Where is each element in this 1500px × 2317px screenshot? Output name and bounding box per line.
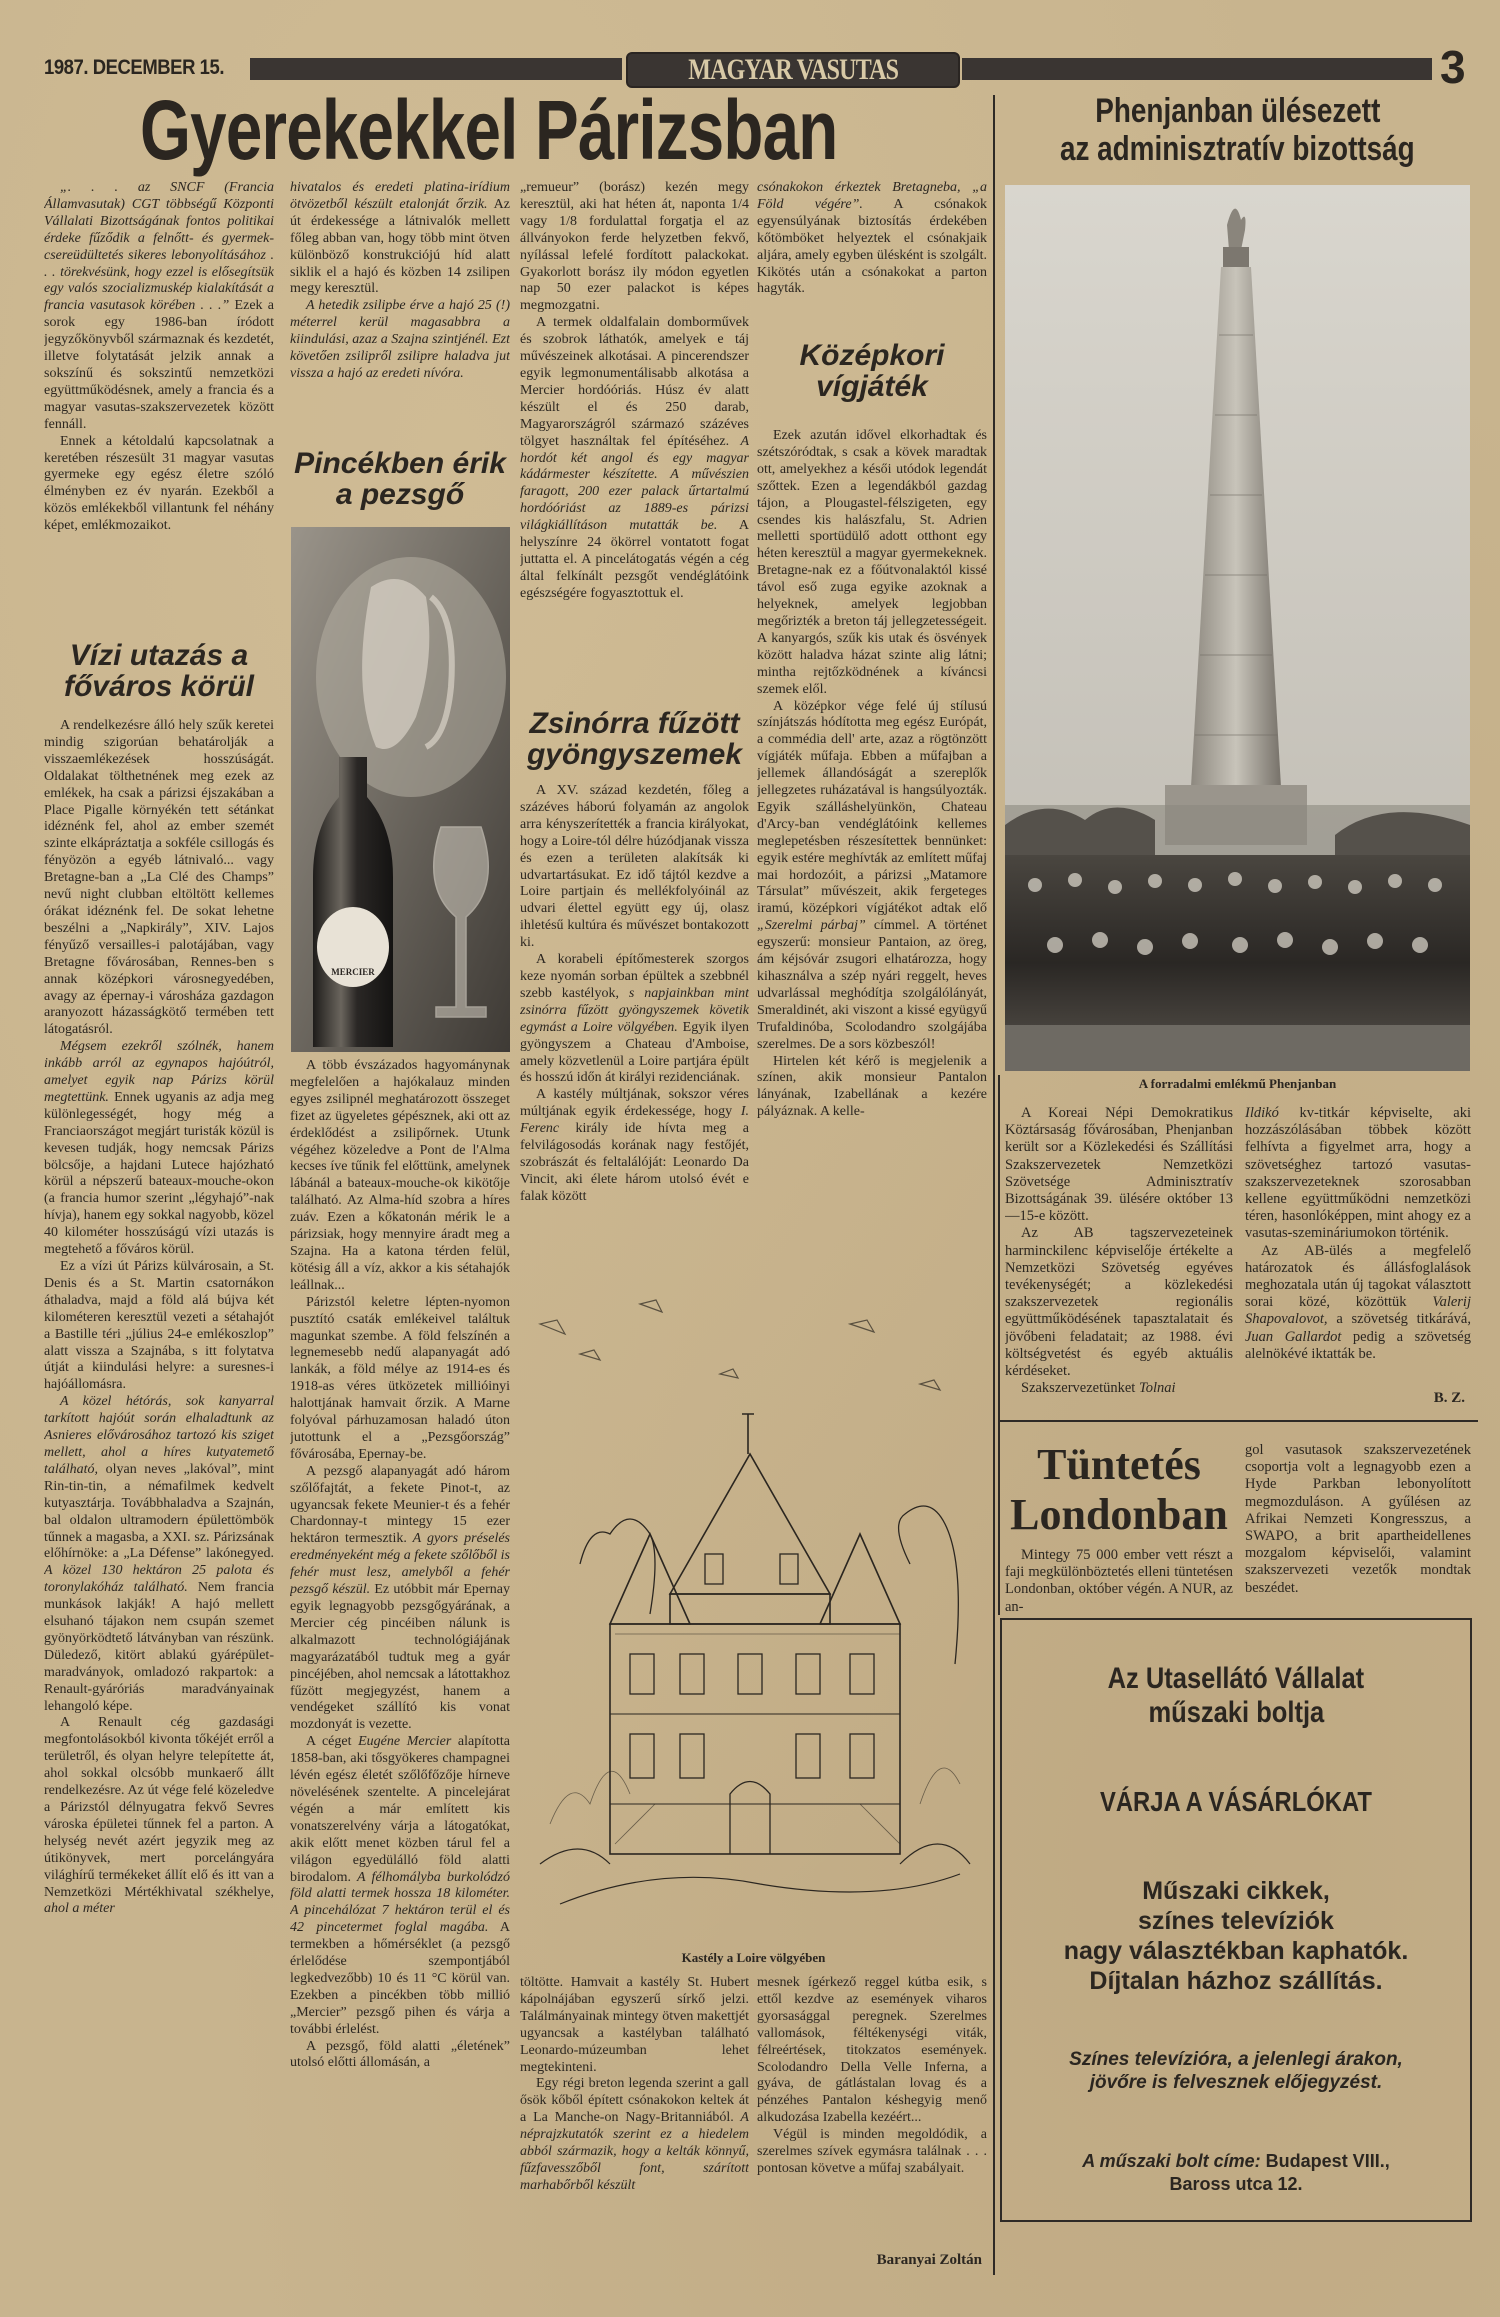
paragraph [757, 1054, 987, 1122]
castle-drawing [520, 1264, 987, 1944]
ad-offer [1002, 1876, 1470, 1996]
text: pedig a szövetség alelnökévé iktatták be. [1245, 1328, 1471, 1362]
paragraph [1005, 1547, 1233, 1616]
column-divider [993, 95, 995, 2275]
paragraph [757, 2127, 987, 2178]
text: A termekben a hőmérséklet (a pezsgő érlelődése szempontjából legkedvezőbb) 10 és 11 °C körül van. Ezekben a pincékben több millió „Mercier” pezsgő pihen és várja a további érlelést. [290, 1920, 510, 2037]
text: Ezek azután idővel elkorhadtak és szétszóródtak, s csak a kövek maradtak ott, amelyekhez a késői utódok legendát szőttek. Ezen a legendákból gazdag tájon, a Plougastel-félszigeten, egy csendes kis halászfalu, St. Adrien melletti sportüdülő adott otthont egy héten keresztül a magyar gyermekeknek. Bretagne-nak ez a főútvonalaktól kissé távol eső zuga egyike azoknak a helyeknek, amelyek legjobban megőrizték a breton táj jellegzetességeit. A kanyargós, szűk kis utak és ösvények között haladva házat szinte alig látni; mintha rejtőzködnének a kíváncsi szemek elől. [757, 428, 987, 697]
title-line: Tüntetés [1037, 1440, 1201, 1489]
italic-text: s napjainkban mint zsinórra fűzött gyöngyszemek követik egymást a Loire völgyében. [520, 985, 749, 1035]
text: kv-titkár képviselte, aki hozzászólásában többek között felhívta a figyelmet arra, hogy a szövetséghez tartozó vasutas-szakszervezeteknek szorosabban kellene együttműködni nemzetközi téren, hasonlóképpen, mint ahogy ez a vasutas-szemináriumokon történik. [1245, 1105, 1471, 1242]
header-rule [250, 58, 622, 80]
text: mesnek ígérkező reggel kútba esik, s ettől kezdve az események viharos gyorsasággal peregnek. Szerelmes vallomások, féltékenységi viták, félreértések, titokzatos események. Scolodandro Della Velle Inferna, a gyáva, de gátlástalan lovag és a pénzéhes Pantalon késhegyig menő alkudozása Izabella kezéért... [757, 1975, 987, 2126]
masthead-text: MAGYAR VASUTAS [688, 53, 898, 86]
paragraph [290, 298, 510, 383]
paragraph [1005, 1380, 1233, 1397]
text: A középkor vége felé új stílusú színjátszás hódította meg egész Európát, a commédia dell' arte, azaz a rögtönzött vígjáték műfaja. Ebben a műfajban a jellemek állandóságát a szereplők jellegzetes ruházatával is hangsúlyozták. Egyik szálláshelyünkön, Chateau d'Arcy-ban vendéglátóink kellemes meglepetésben részesítettek bennünket: egyik estére meghívták az említett műfaj mai hordozóit, a párizsi „Matamore Társulat” művészeit, akik fergeteges iramú, középkori vígjátékot adtak elő [757, 698, 987, 917]
paragraph [520, 180, 749, 315]
paragraph [44, 434, 274, 535]
text: Hirtelen két kérő is megjelenik a színen, akik monsieur Pantalon lányának, Izabellának a kezére pályáznak. A kelle- [757, 1053, 987, 1120]
italic-text: I. Ferenc [520, 1104, 749, 1137]
text: gol vasutasok szakszervezetének csoportja volt a legnagyobb ezen a Hyde Parkban lebonyolított megmozduláson. A gyűlésen az Afrikai Nemzeti Kongresszus, a SWAPO, a brit apartheidellenes mozgalom képviselői, valamint szakszervezeti vezetők mondtak beszédet. [1245, 1442, 1471, 1596]
text: Ez a vízi út Párizs külvárosain, a St. Denis és a St. Martin csatornákon áthaladva, majd a föld alá bújva két kilométeren keresztül vezeti a sétahajót a Bastille téri „július 24-e emlékoszlop” alatt vissza a Szajnába, s itt folytatva útját a kiindulási helyre: a suresnes-i hajóállomásra. [44, 1259, 274, 1393]
subheading: Vízi utazás a főváros körül [63, 639, 255, 703]
paragraph [290, 1058, 510, 1295]
text: A pezsgő alapanyagát adó három szőlőfajtát, a fekete Pinot-t, az ugyancsak fekete Meunier-t és a fehér Chardonnay-t mintegy 15 ezer hektáron termesztik. [290, 1463, 510, 1547]
ad-title [1002, 1662, 1470, 1730]
header-rule [962, 58, 1432, 80]
issue-date: 1987. DECEMBER 15. [44, 56, 225, 79]
text: király ide hívta meg a felvilágosodás korának nagy festőjét, szobrászát és feltalálóját: Leonardo Da Vincit, aki élete három utolsó évét e falak között [520, 1121, 749, 1204]
italic-text: Valerij Shapovalovot, [1245, 1294, 1471, 1328]
italic-text: Ildikó [1245, 1105, 1279, 1121]
text: Mintegy 75 000 ember vett részt a faji megkülönböztetés elleni tüntetésen Londonban, október végén. A NUR, az an- [1005, 1547, 1233, 1615]
paragraph [1245, 1243, 1471, 1363]
london-column [1005, 1547, 1233, 1622]
text: alapította 1858-ban, aki tősgyökeres champagnei lévén egész életét szőlőfőzője hírneve növelésének szentelte. A pincelejárat végén a már említett kis vonatszerelvény várja a látogatókat, akik előtt menet közben tárul fel a világon egyedülálló föld alatti birodalom. [290, 1734, 510, 1885]
ad-offer-line: színes televíziók [1138, 1907, 1334, 1935]
text: töltötte. Hamvait a kastély St. Hubert kápolnájában egyszerű sírkő jelzi. Találmányainak mintegy ötven makettjét ugyancsak a kastélyban található Leonardo-múzeumban lehet megtekinteni. [520, 1975, 749, 2075]
title-line: az adminisztratív bizottság [1060, 130, 1415, 168]
phenjan-column [1005, 1105, 1233, 1405]
text: A kastély múltjának, sokszor véres múltjának egyik érdekessége, hogy [520, 1087, 749, 1120]
paragraph [290, 2039, 510, 2073]
italic-text: csónakokon érkeztek Bretagneba, „a Föld végére”. [757, 180, 987, 212]
text: „remueur” (borász) kezén megy keresztül, aki hat héten át, naponta 1/4 vagy 1/8 fordulattal forgatja el az állványokon ferde helyzetben fekvő, nyílással lefelé fordított palackokat. Gyakorlott borász ily módon egyetlen nap 50 ezer palackot is képes megmozgatni. [520, 180, 749, 314]
text: címmel. A történet egyszerű: monsieur Pantaion, az öreg, ám kéjsóvár zsugori elhatározza, hogy kihasználva a szép nyári reggelt, heves udvarlással meghódítja szolgálólányát, Smeraldinét, aki viszont a kissé együgyű Trufaldinóba, Scolodandro szolgájába szerelmes. De a sors közbeszól! [757, 918, 987, 1052]
ad-title-line: Az Utasellátó Vállalat [1107, 1662, 1365, 1695]
text: A termek oldalfalain domborművek és szobrok láthatók, amelyek e táj művészeinek alkotásai. A pincerendszer egyik legmonumentálisabb alkotása a Mercier hordóóriás. Húsz év alatt készült el és 250 darab, Magyarországról származó százéves tölgyet használtak fel építéséhez. [520, 315, 749, 449]
paragraph [757, 428, 987, 699]
article-column [520, 1975, 749, 2275]
ad-slogan-text: VÁRJA A VÁSÁRLÓKAT [1100, 1786, 1372, 1817]
text: A rendelkezésre álló hely szűk keretei mindig szigorúan behatárolják a visszaemlékezések hosszúságát. Oldalakat tölthetnének meg ezek az emlékek, ha csak a párizsi éjszakában a Place Pigalle környékén tett sétánkat idéznénk fel, ahol az ember szemét szinte elkápráztatja a sokféle csillogás és fényözön a egyéb látnivaló... vagy Bretagne-ban a „La Clé des Champs” nevű night clubban eltöltött kellemes órákat idéznénk fel. De sokat lehetne beszélni a „Napkirály”, XIV. Lajos fényűző versailles-i palotájában, vagy Bretagne fővárosában, Rennes-ben s annak középkori városnegyedében, avagy az épernay-i városháza gazdagon aranyozott házasságkötő termében tett látogatásról. [44, 718, 274, 1038]
ad-title-line: műszaki boltja [1148, 1696, 1324, 1729]
paragraph [290, 180, 510, 298]
article-column [757, 180, 987, 295]
text: Párizstól keletre lépten-nyomon pusztító csaták emlékeivel találtuk magunkat szembe. A föld felszínén a legnemesebb nedű alapanyagát adó lankák, a föld mélye az 1914-es és 1918-as véres ütközetek millióinyi halottjának hamvait őrzik. A Marne folyóval párhuzamosan haladó úton jutottunk el a „Pezsgőország” fővárosába, Epernay-be. [290, 1294, 510, 1462]
paragraph [520, 1975, 749, 2076]
title-line: Londonban [1010, 1490, 1228, 1539]
ad-address [1002, 2150, 1470, 2196]
italic-text: „. . . az SNCF (Francia Államvasutak) CGT többségű Központi Vállalati Bizottságának fontos politikai érdeke fűződik a felnőtt- és gyermek-csereüdültetés sikeres lebonyolításához . . . törekvésünk, hogy ezzel is elősegítsük egy valós szocializmuskép kialakítását a francia vasutasok körében . . .” [44, 180, 274, 314]
italic-text: ahol a méter [44, 1901, 115, 1917]
text: A céget [306, 1734, 352, 1750]
ad-note-line: Színes televízióra, a jelenlegi árakon, [1069, 2049, 1403, 2070]
italic-text: „Szerelmi párbaj” [757, 918, 866, 934]
text: A korabeli építőmesterek szorgos keze nyomán sorban épültek a szebbnél szebb kastélyok, [520, 952, 749, 1001]
article-title: Gyerekekkel Párizsban [140, 83, 838, 177]
phenjan-title [1005, 92, 1470, 168]
advertisement-box [1000, 1618, 1472, 2222]
italic-text: Juan Gallardot [1245, 1328, 1342, 1345]
text: A több évszázados hagyománynak megfelelően a hajókalauz minden egyes zsilipnél meghatározott összeget fizet az ügyeletes gépésznek, aki ott az érdeklődést a zsilipőrnek. Utunk végéhez közeledve a Pont de l'Alma kecses íve tűnik fel előttünk, amelynek lábánál a bateaux-mouche-ok kikötője található. Az Alma-híd szobra a híres zuáv. Ezen a kőkatonán mérik le a párizsiak, hogy mennyire áradt meg a Szajna. Ha a katona térden felül, kötésig áll a víz, akkor a kis sétahajók leállnak... [290, 1058, 510, 1293]
text: A Koreai Népi Demokratikus Köztársaság fővárosában, Phenjanban került sor a Közlekedési és Szállítási Szakszervezetek Nemzetközi Szövetsége Adminisztratív Bizottságának 39. ülésére október 13—15-e között. [1005, 1105, 1233, 1225]
bottle-label-text: MERCIER [331, 967, 375, 977]
article-column [520, 783, 749, 1255]
text: A XV. század kezdetén, főleg a százéves háború folyamán az angolok arra kényszerítették a francia királyokat, hogy a Loire-tól délre húzódjanak vissza és ezen a területen alakítsák ki udvartartásukat. Ez idő tájtól kezdve a Loire partjain és mellékfolyóinál az udvari élettel együtt egy új, olasz ihletésű kultúra és művészet bontakozott ki. [520, 783, 749, 951]
text: Egy régi breton legenda szerint a gall ősök kőből épített csónakokon keltek át a La Manche-on Nagy-Britanniából. [520, 2076, 749, 2126]
text: Az AB tagszervezeteinek harminckilenc képviselője értékelte a Nemzetközi Szövetség egyéves tevékenységét; a közlekedési szakszervezetek regionális együttműködésének tapasztalatait és jövőbeni feladatait; az 1988. évi költségvetést és egyéb aktuális kérdéseket. [1005, 1225, 1233, 1380]
monument-photo [1005, 185, 1470, 1071]
italic-text: A gyors préselés eredményeként még a fekete szőlőből is fehér must lesz, amelyből a fehér pezsgő készül. [290, 1531, 510, 1598]
ad-offer-line: Díjtalan házhoz szállítás. [1089, 1967, 1383, 1995]
ad-note-line: jövőre is felvesznek előjegyzést. [1089, 2072, 1383, 2093]
italic-text: A hordót két angol és egy magyar kádármester készítette. A művészien faragott, 200 ezer palack űrtartalmú hordóóriást az 1889-es párizsi világkiállításon mutatták be. [520, 433, 749, 534]
subheading: Pincékben érik a pezsgő [294, 447, 506, 511]
title-line: Phenjanban ülésezett [1094, 92, 1381, 130]
paragraph [520, 952, 749, 1087]
italic-text: A közel 130 hektáron 25 palota és toronylakóház található. [44, 1563, 274, 1596]
article-column [757, 1975, 987, 2243]
article-column [757, 428, 987, 1256]
paragraph [1245, 1442, 1471, 1597]
photo-caption: A forradalmi emlékmű Phenjanban [1138, 1076, 1337, 1091]
text: Végül is minden megoldódik, a szerelmes szívek egymásra találnak . . . pontosan követve a műfaj szabályait. [757, 2127, 987, 2176]
paragraph [44, 718, 274, 1039]
text: olyan neves „lakóval”, mint Rin-tin-tin, a némafilmek kedvelt kutyasztárja. Továbbhaladva a Szajnán, bal oldalon ultramodern épülettömbök tűnnek a magasba, a XXI. sz. Párizsának előhírnöke: a „La Défense” lakónegyed. [44, 1461, 274, 1562]
italic-text: hivatalos és eredeti platina-irídium ötvözetből készült etalonját őrzik. [290, 180, 510, 212]
paragraph [520, 2076, 749, 2194]
article-column [290, 180, 510, 420]
paragraph [1005, 1105, 1233, 1225]
italic-text: Eugéne Mercier [351, 1734, 452, 1750]
page-number: 3 [1440, 41, 1466, 93]
paragraph [1245, 1105, 1471, 1243]
text: Ezek a sorok egy 1986-ban íródott jegyzőkönyvből származnak és kezdetét, illetve folytatását jelzik annak a sokszínű és sokszintű nemzetközi együttműködésnek, amely a francia és a magyar vasutas-szakszervezetek között fennáll. [44, 298, 274, 432]
box-border [998, 1075, 1000, 1615]
paragraph [757, 699, 987, 1054]
paragraph [290, 1295, 510, 1464]
text: Ennek ugyanis az adja meg különlegességét, hogy még a Franciaországot megjárt turisták közül is kevesen tudják, hogy nemcsak Párizs bölcsője, a hajdani Lutece hajózható körül a népszerű bateaux-mouche-okon (a francia humor szerint „légyhajó”-nak hívja), hanem egy sokkal nagyobb, közel 40 kilométer hosszúságú vízi utazás is megtehető a főváros körül. [44, 1089, 274, 1258]
ad-address-label: A műszaki bolt címe: [1082, 2151, 1261, 2171]
ad-offer-line: nagy választékban kaphatók. [1063, 1937, 1409, 1965]
text: A pezsgő, föld alatti „életének” utolsó előtti állomásán, a [290, 2038, 510, 2071]
italic-text: A néprajzkutatók szerint ez a hiedelem abból származik, hogy a kelták könnyű, fűzfavesszőből font, szárított marhabőrből készült [520, 2110, 749, 2193]
article-column [520, 180, 749, 680]
italic-text: Mégsem ezekről szólnék, hanem inkább arról az egynapos hajóútról, amelyet egyik nap Párizs körül megtettünk. [44, 1039, 274, 1105]
text: Az AB-ülés a megfelelő határozatok és állásfoglalások meghozatala után új tagokat választott sorai közé, közöttük [1245, 1242, 1471, 1311]
article-column [290, 1058, 510, 2278]
paragraph [1005, 1225, 1233, 1380]
paragraph [520, 1087, 749, 1205]
text: Az út érdekessége a látnivalók mellett főleg abban van, hogy több mint ötven különböző konstrukciójú híd alatt siklik el a hajó és közben 14 zsilipen megy keresztül. [290, 196, 510, 297]
text: a szövetség titkárává, [1327, 1311, 1471, 1328]
ad-address-line: Budapest VIII., [1260, 2151, 1390, 2171]
text: A csónakok egyensúlyának biztosítás érdekében kőtömböket helyeztek el csónakjaik aljára, amely egyben ülésként is szolgált. Kikötés után a csónakokat a parton hagyták. [757, 196, 987, 295]
paragraph [44, 1715, 274, 1918]
text: A helyszínre 24 ökörrel vontatott fogat juttatta el. A pincelátogatás végén a cég által felkínált pezsgőt vendéglátóink egészségére fogyasztottuk el. [520, 518, 749, 601]
text: A Renault cég gazdasági megfontolásokból kivonta tőkéjét erről a területről, és olyan helyre telepítette át, ahol sokkal olcsóbb munkaerő állt rendelkezésre. Az út vége felé közeledve a Párizstól délnyugatra fekvő Sevres városka épületei tűnnek fel a parton. A helység nevét azért jegyzik meg az útikönyvek, mert porcelángyára világhírű termékeket állít elő és itt van a Nemzetközi Mértékhivatal székhelye, [44, 1715, 274, 1900]
london-column [1245, 1442, 1471, 1602]
italic-text: A félhomályba burkolódzó föld alatti termek hossza 18 kilométer. A pincehálózat 7 hektáron terül el és 42 pincetermet foglal magába. [290, 1869, 510, 1936]
article-author: Baranyai Zoltán [876, 2252, 982, 2268]
paragraph [520, 315, 749, 602]
article-column [44, 718, 274, 2278]
paragraph [44, 1259, 274, 1394]
paragraph [757, 1975, 987, 2127]
ad-slogan [1002, 1786, 1470, 1818]
text: Ennek a kétoldalú kapcsolatnak a keretében részesült 31 magyar vasutas gyermeke egy egész életre szóló élményben ez év nyarán. Ezekből a közös emlékekből villantunk fel néhány képet, emlékmozaikot. [44, 433, 274, 534]
section-divider [998, 1420, 1478, 1422]
subheading: Középkori vígjáték [799, 339, 945, 403]
italic-text: Tolnai [1135, 1380, 1176, 1397]
text: Egyik ilyen gyöngyszem a Chateau d'Amboise, amely közvetlenül a Loire partjára épült és hosszú időn át királyi rezidenciának. [520, 1019, 749, 1086]
london-title [1005, 1440, 1233, 1540]
drawing-caption: Kastély a Loire völgyében [681, 1950, 826, 1965]
paragraph [44, 1394, 274, 1715]
signature: B. Z. [1433, 1390, 1465, 1406]
subheading: Zsinórra fűzött gyöngyszemek [526, 707, 743, 771]
paragraph [290, 1464, 510, 1735]
paragraph [290, 1734, 510, 2038]
paragraph [757, 180, 987, 295]
ad-address-line: Baross utca 12. [1169, 2174, 1303, 2194]
italic-text: A közel hétórás, sok kanyarral tarkított hajóút során elhaladtunk az Asnieres elővárosához tartozó kis sziget mellett, ahol a híres kutyatemető található, [44, 1394, 274, 1477]
italic-text: A hetedik zsilipbe érve a hajó 25 (!) méterrel kerül magasabbra a kiindulási, azaz a Szajna szintjénél. Ezt követően zsilipről zsilipre haladva jut vissza a hajó az eredeti nívóra. [290, 298, 510, 381]
article-intro [44, 180, 274, 610]
champagne-photo [291, 527, 510, 1052]
ad-note [1002, 2048, 1470, 2094]
paragraph [520, 783, 749, 952]
text: Ez utóbbit már Epernay egyik legnagyobb pezsgőgyárának, a Mercier cég pincéiben nálunk is alkalmazott technológiájának magyarázatából tudtuk meg a gyár pincéjében, ahol nemcsak a látottakhoz fűzött megjegyzést, hanem a vendégeket szállító kis vonat mozdonyát is vezette. [290, 1582, 510, 1733]
ad-offer-line: Műszaki cikkek, [1142, 1877, 1330, 1905]
text: Szakszervezetünket [1021, 1380, 1136, 1397]
phenjan-column [1245, 1105, 1471, 1385]
paragraph [44, 180, 274, 434]
text: Nem francia munkások lakják! A hajó mellett elsuhanó tájakon nem csupán szemet gyönyörködtető látványban van részünk. Düledező, kitört ablakú gyárépület-maradványok, omladozó rakpartok: a Renault-gyáróriás maradványainak lehangoló képe. [44, 1580, 274, 1714]
paragraph [44, 1039, 274, 1259]
